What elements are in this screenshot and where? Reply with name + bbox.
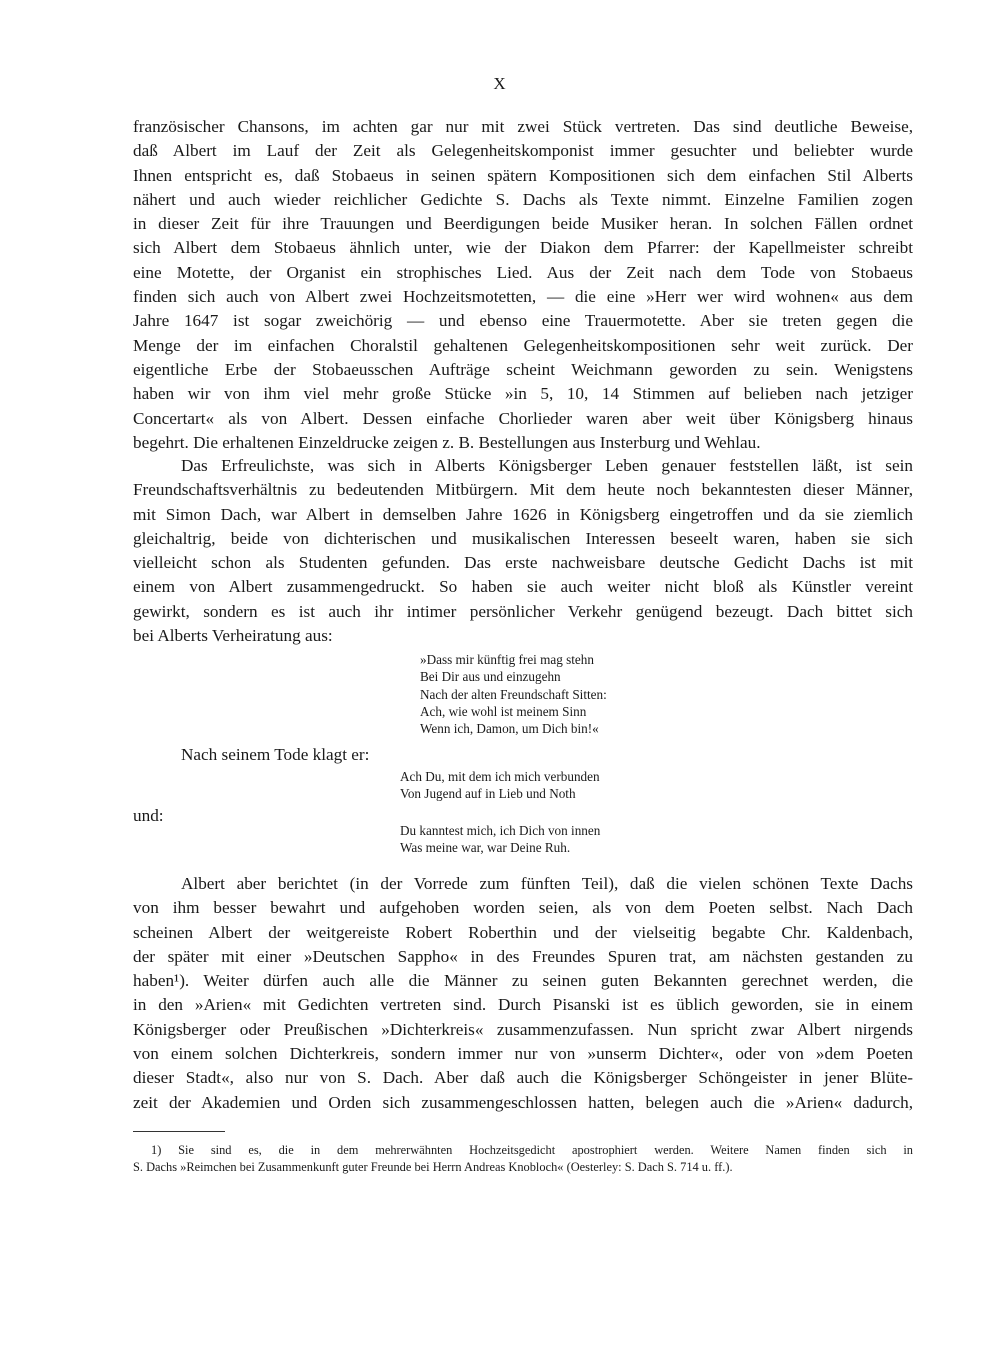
text-line: Königsberger oder Preußischen »Dichterkreis« zusammenzufassen. Nun spricht zwar Albert nirgends [133, 1019, 913, 1039]
text-line: scheinen Albert der weitgereiste Robert Roberthin und der vielseitig begabte Chr. Kaldenbach, [133, 922, 913, 942]
text-line: Concertart« als von Albert. Dessen einfache Chorlieder waren aber weit über Königsberg hinaus [133, 408, 913, 428]
verse-quote-2 [400, 768, 600, 803]
verse-line: Nach der alten Freundschaft Sitten: [420, 686, 607, 702]
text-line: Freundschaftsverhältnis zu bedeutenden Mitbürgern. Mit dem heute noch bekanntesten dieser Männer, [133, 480, 913, 500]
verse-line: Du kanntest mich, ich Dich von innen [400, 823, 601, 838]
text-line: daß Albert im Lauf der Zeit als Gelegenheitskomponist immer gesuchter und beliebter wurde [133, 141, 913, 161]
page-number: X [493, 74, 507, 93]
paragraph-friendship [133, 454, 913, 648]
verse-line: Von Jugend auf in Lieb und Noth [400, 786, 576, 802]
paragraph-poets [133, 872, 913, 1115]
text-line: Menge der im einfachen Choralstil gehaltenen Gelegenheitskompositionen sehr weit zurück. Der [133, 335, 913, 355]
verse-quote-3 [400, 822, 600, 857]
text-line: eine Motette, der Organist ein strophisches Lied. Aus der Zeit nach dem Tode von Stobaeus [133, 262, 913, 282]
verse-intro-2: Nach seinem Tode klagt er: [181, 745, 370, 764]
footnote-line: 1) Sie sind es, die in dem mehrerwähnten Hochzeitsgedicht apostrophiert werden. Weitere Namen finden sich in [151, 1143, 913, 1157]
text-line: sich Albert dem Stobaeus ähnlich unter, wie der Diakon dem Pfarrer: der Kapellmeister schreibt [133, 238, 913, 258]
text-line: von einem solchen Dichterkreis, sondern immer nur von »unserm Dichter«, oder von »dem Poeten [133, 1044, 913, 1064]
text-line: haben¹). Weiter dürfen auch alle die Männer zu seinen guten Bekannten gerechnet werden, die [133, 971, 913, 991]
text-line: einem von Albert zusammengedruckt. So haben sie auch weiter nicht bloß als Künstler vereint [133, 577, 913, 597]
verse-intro-3: und: [133, 806, 164, 825]
text-line: zeit der Akademien und Orden sich zusammengeschlossen hatten, belegen auch die »Arien« dadurch, [133, 1092, 913, 1112]
verse-line: »Dass mir künftig frei mag stehn [420, 652, 594, 667]
text-line: Albert aber berichtet (in der Vorrede zum fünften Teil), daß die vielen schönen Texte Dachs [181, 874, 913, 893]
text-line: gleichaltrig, beide von dichterischen und musikalischen Interessen beseelt waren, haben sie sich [133, 528, 913, 548]
text-line: finden sich auch von Albert zwei Hochzeitsmotetten, — die eine »Herr wer wird wohnen« aus dem [133, 287, 913, 307]
text-line: dieser Stadt«, also nur von S. Dach. Aber daß auch die Königsberger Schöngeister in jener Blüte- [133, 1068, 913, 1088]
verse-line: Ach, wie wohl ist meinem Sinn [420, 703, 587, 719]
paragraph-continuation [133, 115, 913, 455]
text-line: begehrt. Die erhaltenen Einzeldrucke zeigen z. B. Bestellungen aus Insterburg und Wehlau. [133, 432, 761, 452]
text-line: von ihm besser bewahrt und aufgehoben worden seien, als von dem Poeten selbst. Nach Dach [133, 898, 913, 918]
text-line: bei Alberts Verheiratung aus: [133, 626, 333, 646]
text-line: nähert und auch wieder reichlicher Gedichte S. Dachs als Texte nimmt. Einzelne Familien zogen [133, 189, 913, 209]
text-line: mit Simon Dach, war Albert in demselben Jahre 1626 in Königsberg eingetroffen und da sie ziemlich [133, 504, 913, 524]
text-line: französischer Chansons, im achten gar nur mit zwei Stück vertreten. Das sind deutliche Beweise, [133, 117, 913, 136]
verse-quote-1 [420, 651, 607, 737]
text-line: der später mit einer »Deutschen Sappho« in des Freundes Spuren trat, am nächsten gestanden zu [133, 946, 913, 966]
footnote [133, 1142, 913, 1176]
verse-line: Wenn ich, Damon, um Dich bin!« [420, 721, 599, 737]
verse-line: Ach Du, mit dem ich mich verbunden [400, 769, 600, 784]
text-line: gewirkt, sondern es ist auch ihr intimer persönlicher Verkehr genügend bezeugt. Dach bittet sich [133, 601, 913, 621]
text-line: Das Erfreulichste, was sich in Alberts Königsberger Leben genauer feststellen läßt, ist sein [181, 456, 913, 475]
text-line: Ihnen entspricht es, daß Stobaeus in seinen spätern Kompositionen sich dem einfachen Stil Alberts [133, 165, 913, 185]
text-line: vielleicht schon als Studenten gefunden. Das erste nachweisbare deutsche Gedicht Dachs ist mit [133, 553, 913, 573]
footnote-line: S. Dachs »Reimchen bei Zusammenkunft guter Freunde bei Herrn Andreas Knobloch« (Oesterley: S. Dach S. 714 u. ff.). [133, 1160, 733, 1174]
footnote-divider [133, 1131, 225, 1132]
text-line: in dieser Zeit für ihre Trauungen und Beerdigungen beide Musiker heran. In solchen Fällen ordnet [133, 214, 913, 234]
text-line: haben wir von ihm viel mehr große Stücke »in 5, 10, 14 Stimmen auf belieben nach jetziger [133, 384, 913, 404]
verse-line: Bei Dir aus und einzugehn [420, 669, 561, 685]
text-line: in den »Arien« mit Gedichten vertreten sind. Durch Pisanski ist es üblich geworden, sie in einem [133, 995, 913, 1015]
verse-line: Was meine war, war Deine Ruh. [400, 840, 571, 856]
text-line: Jahre 1647 ist sogar zweichörig — und ebenso eine Trauermotette. Aber sie treten gegen die [133, 311, 913, 331]
text-line: eigentliche Erbe der Stobaeusschen Aufträge scheint Weichmann geworden zu sein. Wenigstens [133, 359, 913, 379]
